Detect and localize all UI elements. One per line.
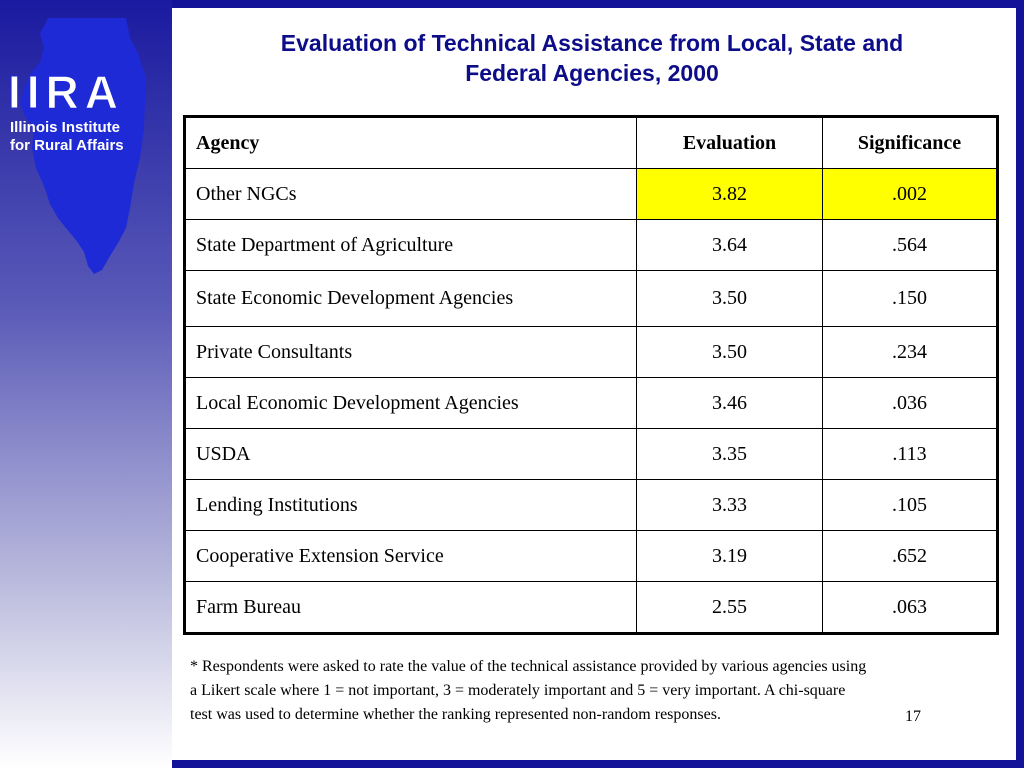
significance-cell: .234 — [823, 327, 998, 378]
evaluation-cell: 3.50 — [637, 271, 823, 327]
significance-cell: .002 — [823, 169, 998, 220]
agency-cell: Private Consultants — [185, 327, 637, 378]
agency-table — [183, 115, 999, 635]
agency-cell: Lending Institutions — [185, 480, 637, 531]
slide-title — [172, 28, 1012, 88]
evaluation-cell: 2.55 — [637, 582, 823, 634]
table-row — [185, 271, 998, 327]
table-row — [185, 220, 998, 271]
header-agency: Agency — [185, 117, 637, 169]
agency-cell: Other NGCs — [185, 169, 637, 220]
table-row — [185, 429, 998, 480]
significance-cell: .063 — [823, 582, 998, 634]
slide-title-line-2: Federal Agencies, 2000 — [465, 60, 719, 86]
table-header-row — [185, 117, 998, 169]
agency-cell: Local Economic Development Agencies — [185, 378, 637, 429]
evaluation-cell: 3.19 — [637, 531, 823, 582]
header-significance: Significance — [823, 117, 998, 169]
evaluation-cell: 3.33 — [637, 480, 823, 531]
evaluation-cell: 3.82 — [637, 169, 823, 220]
slide-title-line-1: Evaluation of Technical Assistance from Local, State and — [280, 30, 904, 56]
evaluation-cell: 3.46 — [637, 378, 823, 429]
table-row — [185, 378, 998, 429]
agency-cell: Farm Bureau — [185, 582, 637, 634]
footnote: * Respondents were asked to rate the value of the technical assistance provided by various agencies using a Likert scale where 1 = not important, 3 = moderately important and 5 = very important. A chi-square test was used to determine whether the ranking represented non-random responses. — [190, 658, 867, 723]
agency-cell: USDA — [185, 429, 637, 480]
evaluation-cell: 3.35 — [637, 429, 823, 480]
page-number: 17 — [905, 708, 921, 725]
significance-cell: .652 — [823, 531, 998, 582]
significance-cell: .564 — [823, 220, 998, 271]
agency-cell: Cooperative Extension Service — [185, 531, 637, 582]
significance-cell: .113 — [823, 429, 998, 480]
agency-table-container — [183, 115, 999, 635]
iira-logo — [6, 8, 166, 278]
significance-cell: .105 — [823, 480, 998, 531]
logo-letters: IIRA — [8, 66, 124, 118]
evaluation-cell: 3.64 — [637, 220, 823, 271]
header-evaluation: Evaluation — [637, 117, 823, 169]
table-row — [185, 480, 998, 531]
table-row — [185, 327, 998, 378]
logo-line-2: for Rural Affairs — [10, 137, 124, 154]
logo-line-1: Illinois Institute — [10, 119, 121, 136]
table-row — [185, 582, 998, 634]
table-row — [185, 531, 998, 582]
significance-cell: .150 — [823, 271, 998, 327]
agency-cell: State Department of Agriculture — [185, 220, 637, 271]
significance-cell: .036 — [823, 378, 998, 429]
evaluation-cell: 3.50 — [637, 327, 823, 378]
table-row — [185, 169, 998, 220]
agency-cell: State Economic Development Agencies — [185, 271, 637, 327]
